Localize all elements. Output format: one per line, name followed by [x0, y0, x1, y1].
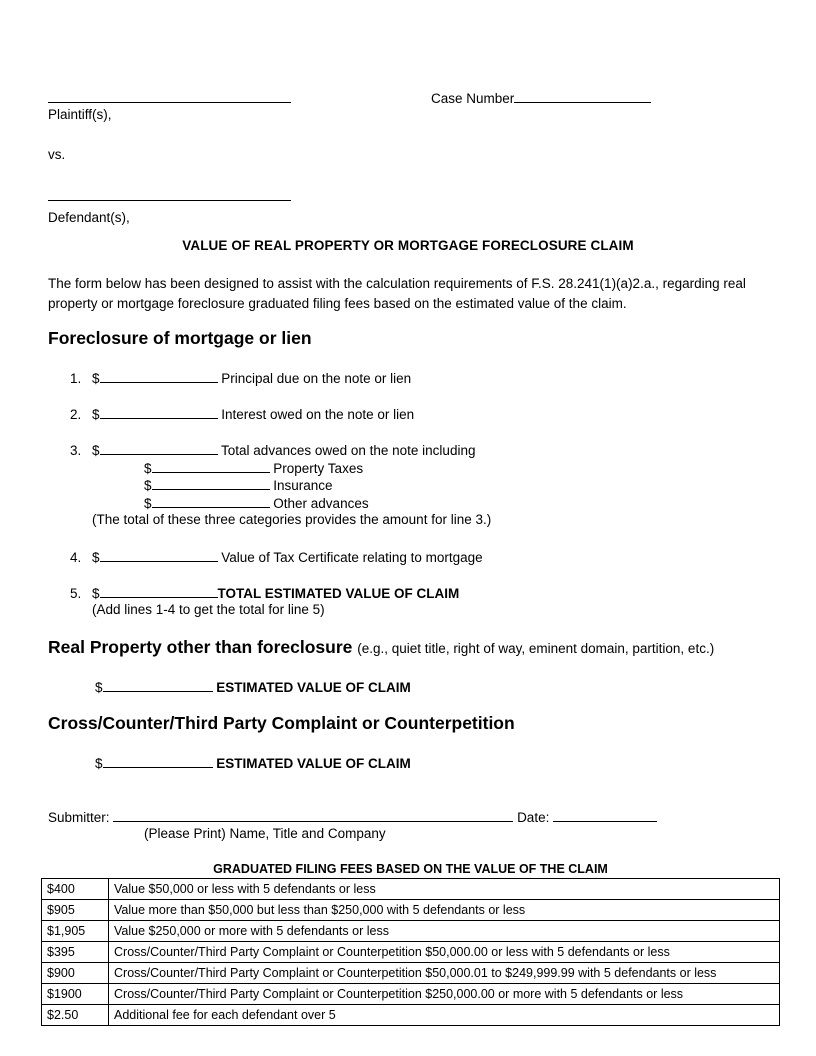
fee-amount-cell: $2.50: [42, 1005, 109, 1026]
intro-paragraph: The form below has been designed to assist with the calculation requirements of F.S. 28.241(1)(a)2.a., regarding real property or mortgage foreclosure graduated filing fees based on the estimated value of the claim.: [48, 276, 746, 311]
item-label: Value of Tax Certificate relating to mortgage: [221, 550, 483, 565]
fee-amount-cell: $395: [42, 942, 109, 963]
table-row: [42, 921, 780, 942]
amount-blank-line-5[interactable]: [100, 584, 218, 598]
estimated-value-real-property: [95, 678, 411, 695]
fee-description-cell: Cross/Counter/Third Party Complaint or Counterpetition $50,000.01 to $249,999.99 with 5 defendants or less: [109, 963, 780, 984]
note-add-lines: (Add lines 1-4 to get the total for line 5): [92, 602, 325, 617]
sub-item-property-taxes: [144, 459, 363, 476]
amount-blank-cross-complaint[interactable]: [103, 754, 213, 768]
section-heading-text: Real Property other than foreclosure: [48, 637, 353, 657]
table-row: [42, 942, 780, 963]
item-label: Interest owed on the note or lien: [221, 407, 415, 422]
item-number: 4.: [70, 550, 82, 565]
submitter-name-input[interactable]: [113, 808, 513, 822]
table-row: [42, 984, 780, 1005]
defendant-line: [48, 186, 768, 206]
amount-blank-real-property[interactable]: [103, 678, 213, 692]
currency-symbol: $: [92, 586, 100, 601]
fee-description-cell: Value more than $50,000 but less than $250,000 with 5 defendants or less: [109, 900, 780, 921]
currency-symbol: $: [144, 478, 152, 493]
versus-label: vs.: [48, 147, 66, 162]
fee-description-cell: Cross/Counter/Third Party Complaint or Counterpetition $250,000.00 or more with 5 defendants or less: [109, 984, 780, 1005]
case-number-label: Case Number: [431, 91, 515, 106]
fee-description-cell: Cross/Counter/Third Party Complaint or Counterpetition $50,000.00 or less with 5 defendants or less: [109, 942, 780, 963]
item-number: 3.: [70, 443, 82, 458]
item-number: 5.: [70, 586, 82, 601]
case-number-field: [431, 90, 651, 106]
list-item: [70, 441, 475, 458]
amount-blank-other-advances[interactable]: [152, 494, 270, 508]
currency-symbol: $: [95, 680, 103, 695]
list-item: [70, 584, 459, 601]
fee-amount-cell: $1,905: [42, 921, 109, 942]
estimated-value-label: ESTIMATED VALUE OF CLAIM: [216, 680, 411, 695]
submitter-row: [48, 808, 657, 825]
fee-description-cell: Additional fee for each defendant over 5: [109, 1005, 780, 1026]
fee-amount-cell: $400: [42, 879, 109, 900]
estimated-value-cross-complaint: [95, 754, 411, 771]
amount-blank-line-4[interactable]: [100, 548, 218, 562]
currency-symbol: $: [92, 550, 100, 565]
currency-symbol: $: [92, 371, 100, 386]
section-heading-examples: (e.g., quiet title, right of way, eminent domain, partition, etc.): [357, 641, 715, 656]
section-heading-foreclosure: Foreclosure of mortgage or lien: [48, 328, 312, 348]
submitter-label: Submitter:: [48, 810, 110, 825]
item-label-total: TOTAL ESTIMATED VALUE OF CLAIM: [217, 586, 460, 601]
estimated-value-label: ESTIMATED VALUE OF CLAIM: [216, 756, 411, 771]
sub-item-label: Property Taxes: [273, 461, 364, 476]
fee-table-title: GRADUATED FILING FEES BASED ON THE VALUE OF THE CLAIM: [213, 862, 608, 876]
graduated-filing-fees-table: [41, 878, 780, 1026]
defendant-label: Defendant(s),: [48, 210, 130, 225]
fee-amount-cell: $905: [42, 900, 109, 921]
fee-amount-cell: $900: [42, 963, 109, 984]
section-heading-real-property: [48, 637, 714, 658]
fee-amount-cell: $1900: [42, 984, 109, 1005]
currency-symbol: $: [92, 407, 100, 422]
fee-description-cell: Value $250,000 or more with 5 defendants or less: [109, 921, 780, 942]
item-label: Principal due on the note or lien: [221, 371, 412, 386]
sub-item-label: Insurance: [273, 478, 333, 493]
item-number: 2.: [70, 407, 82, 422]
page-title: VALUE OF REAL PROPERTY OR MORTGAGE FORECLOSURE CLAIM: [182, 238, 634, 253]
plaintiff-name-blank[interactable]: [48, 88, 291, 103]
table-row: [42, 963, 780, 984]
section-heading-cross-complaint: Cross/Counter/Third Party Complaint or Counterpetition: [48, 713, 515, 733]
amount-blank-line-1[interactable]: [100, 369, 218, 383]
table-row: [42, 1005, 780, 1026]
plaintiff-label: Plaintiff(s),: [48, 107, 112, 122]
case-number-blank[interactable]: [514, 90, 651, 103]
plaintiff-line: [48, 88, 768, 106]
currency-symbol: $: [144, 461, 152, 476]
date-input[interactable]: [553, 808, 657, 822]
amount-blank-insurance[interactable]: [152, 476, 270, 490]
list-item: [70, 548, 483, 565]
list-item: [70, 369, 411, 386]
item-number: 1.: [70, 371, 82, 386]
submitter-instruction: (Please Print) Name, Title and Company: [144, 826, 386, 841]
sub-item-insurance: [144, 476, 333, 493]
defendant-name-blank[interactable]: [48, 186, 291, 201]
currency-symbol: $: [92, 443, 100, 458]
amount-blank-line-3[interactable]: [100, 441, 218, 455]
item-label: Total advances owed on the note including: [221, 443, 476, 458]
amount-blank-property-taxes[interactable]: [152, 459, 270, 473]
amount-blank-line-2[interactable]: [100, 405, 218, 419]
case-caption: [48, 88, 768, 228]
fee-description-cell: Value $50,000 or less with 5 defendants or less: [109, 879, 780, 900]
currency-symbol: $: [95, 756, 103, 771]
currency-symbol: $: [144, 496, 152, 511]
sub-item-other-advances: [144, 494, 369, 511]
date-label: Date:: [517, 810, 550, 825]
table-row: [42, 900, 780, 921]
note-three-categories: (The total of these three categories provides the amount for line 3.): [92, 512, 492, 527]
list-item: [70, 405, 414, 422]
sub-item-label: Other advances: [273, 496, 369, 511]
table-row: [42, 879, 780, 900]
